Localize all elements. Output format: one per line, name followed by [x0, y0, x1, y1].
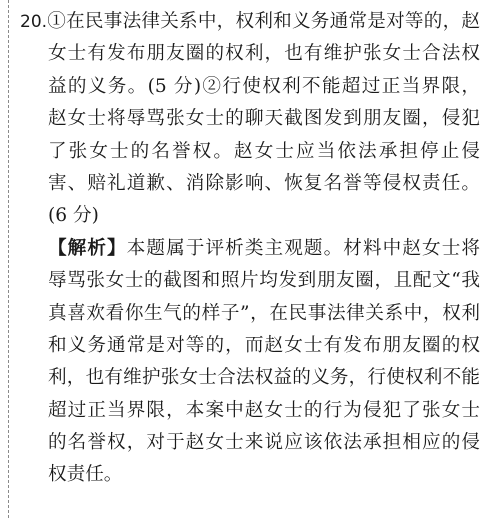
answer-line-3: 益的义务。(5 分)②行使权利不能超过正当界限，: [48, 75, 480, 97]
answer-line-6: 害、赔礼道歉、消除影响、恢复名誉等侵权责任。: [48, 172, 480, 194]
answer-line-4: 赵女士将辱骂张女士的聊天截图发到朋友圈，侵犯: [48, 108, 480, 130]
answer-block: [20, 6, 480, 492]
analysis-line-4: 和义务通常是对等的，而赵女士有发布朋友圈的权: [48, 334, 480, 356]
analysis-label: 【解析】: [48, 237, 127, 259]
analysis-text: 本题属于评析类主观题。材料中赵女士将: [126, 237, 480, 259]
answer-line-2: 女士有发布朋友圈的权利，也有维护张女士合法权: [48, 43, 480, 65]
analysis-line-1: [20, 233, 480, 265]
analysis-line-2: 辱骂张女士的截图和照片均发到朋友圈，且配文“我: [48, 270, 480, 292]
binding-margin-rule: [8, 0, 9, 518]
analysis-line-8: 权责任。: [48, 464, 123, 486]
analysis-line-6: 超过正当界限，本案中赵女士的行为侵犯了张女士: [48, 399, 480, 421]
answer-text: ①在民事法律关系中，权利和义务通常是对等的，赵: [47, 11, 480, 32]
answer-line-1: [20, 6, 480, 38]
answer-line-5: 了张女士的名誉权。赵女士应当依法承担停止侵: [48, 140, 480, 162]
answer-line-7: (6 分): [48, 205, 99, 227]
analysis-line-7: 的名誉权，对于赵女士来说应该依法承担相应的侵: [48, 432, 480, 454]
question-number: 20.: [20, 12, 48, 32]
analysis-line-3: 真喜欢看你生气的样子”，在民事法律关系中，权利: [48, 302, 480, 324]
analysis-line-5: 利，也有维护张女士合法权益的义务，行使权利不能: [48, 367, 480, 389]
